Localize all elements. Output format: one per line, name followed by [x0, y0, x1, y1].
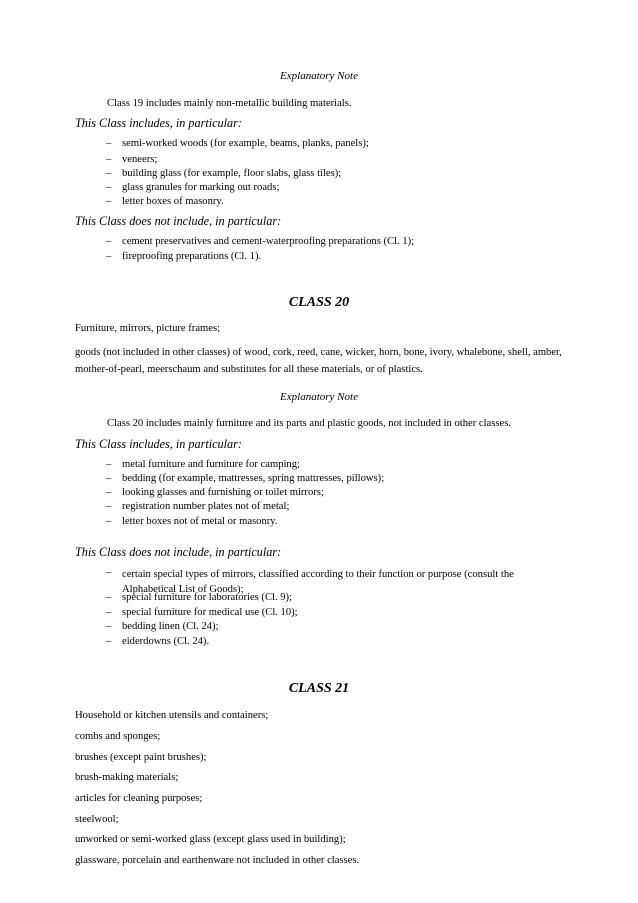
- dash-bullet: –: [106, 516, 112, 527]
- dash-bullet: –: [106, 621, 112, 632]
- dash-bullet: –: [106, 567, 112, 578]
- goods-line: brushes (except paint brushes);: [75, 752, 207, 763]
- dash-bullet: –: [106, 196, 112, 207]
- class19-note-text: Class 19 includes mainly non-metallic building materials.: [107, 98, 352, 109]
- class20-includes-heading: This Class includes, in particular:: [75, 437, 242, 451]
- class19-note-title: Explanatory Note: [280, 70, 358, 82]
- class20-heading-line-wrapped: goods (not included in other classes) of wood, cork, reed, cane, wicker, horn, bone, ivory, whalebone, shell, amber, mother-of-pearl, meerschaum and substitutes for all these materials, or of plastics.: [75, 347, 562, 375]
- dash-bullet: –: [106, 473, 112, 484]
- goods-line: Household or kitchen utensils and containers;: [75, 710, 269, 721]
- dash-bullet: –: [106, 182, 112, 193]
- class20-note-text: Class 20 includes mainly furniture and its parts and plastic goods, not included in other classes.: [107, 418, 511, 429]
- class19-includes-heading: This Class includes, in particular:: [75, 116, 242, 130]
- list-item: – certain special types of mirrors, classified according to their function or purpose (consult the Alphabetical List of Goods);: [106, 567, 514, 595]
- class19-excludes-heading: This Class does not include, in particular:: [75, 214, 282, 228]
- dash-bullet: –: [106, 459, 112, 470]
- class20-excludes-heading: This Class does not include, in particular:: [75, 545, 282, 559]
- dash-bullet: –: [106, 487, 112, 498]
- dash-bullet: –: [106, 636, 112, 647]
- dash-bullet: –: [106, 138, 112, 149]
- class21-heading: CLASS 21: [288, 681, 350, 696]
- dash-bullet: –: [106, 607, 112, 618]
- class20-heading: CLASS 20: [288, 295, 350, 310]
- goods-line: articles for cleaning purposes;: [75, 793, 203, 804]
- dash-bullet: –: [106, 154, 112, 165]
- goods-line: combs and sponges;: [75, 731, 161, 742]
- goods-line: unworked or semi-worked glass (except glass used in building);: [75, 834, 346, 845]
- goods-line: glassware, porcelain and earthenware not included in other classes.: [75, 855, 360, 866]
- class20-heading-line: Furniture, mirrors, picture frames;: [75, 323, 221, 334]
- dash-bullet: –: [106, 592, 112, 603]
- dash-bullet: –: [106, 236, 112, 247]
- class20-note-title: Explanatory Note: [280, 391, 358, 403]
- dash-bullet: –: [106, 251, 112, 262]
- goods-line: brush-making materials;: [75, 772, 179, 783]
- goods-line: steelwool;: [75, 814, 119, 825]
- dash-bullet: –: [106, 501, 112, 512]
- dash-bullet: –: [106, 168, 112, 179]
